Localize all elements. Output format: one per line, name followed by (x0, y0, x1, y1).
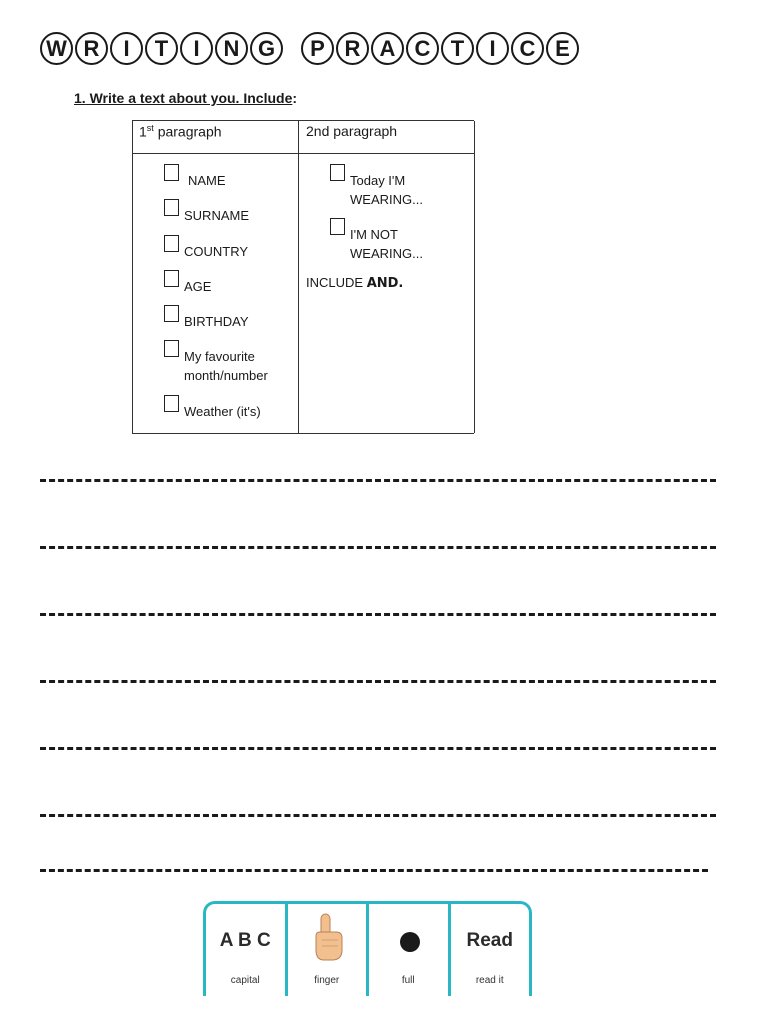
item-label: I'M NOT WEARING... (350, 227, 423, 261)
writing-line[interactable] (40, 814, 716, 817)
writing-line[interactable] (40, 747, 716, 750)
title-letter: T (145, 32, 178, 65)
writing-line[interactable] (40, 546, 716, 549)
title-letter: C (406, 32, 439, 65)
instruction-include: Include (243, 90, 293, 106)
title-letter: I (476, 32, 509, 65)
instruction (74, 90, 297, 106)
title-letter: I (110, 32, 143, 65)
title-letter: C (511, 32, 544, 65)
title-letter: R (336, 32, 369, 65)
item-label: Today I'M WEARING... (350, 173, 423, 207)
checkbox[interactable] (164, 395, 179, 412)
checklist-item-age[interactable] (164, 277, 211, 296)
checklist-item-name[interactable] (164, 171, 226, 190)
item-label: BIRTHDAY (184, 314, 249, 329)
read-word: Read (466, 930, 513, 951)
title-letter: G (250, 32, 283, 65)
title-letter: R (75, 32, 108, 65)
reminder-read (451, 904, 530, 996)
title-letter: E (546, 32, 579, 65)
checkbox[interactable] (164, 199, 179, 216)
instruction-colon: : (292, 90, 298, 106)
checklist-item-country[interactable] (164, 242, 248, 261)
worksheet-title (40, 32, 579, 65)
writing-line[interactable] (40, 479, 716, 482)
checklist-item-wearing[interactable] (330, 171, 423, 209)
title-letter: W (40, 32, 73, 65)
col1-header: 1st paragraph (139, 123, 222, 140)
item-label: My favourite month/number (184, 349, 268, 383)
instruction-text: Write a text about you. (89, 90, 240, 106)
title-letter: T (441, 32, 474, 65)
checklist-item-favourite[interactable] (164, 347, 268, 385)
include-note: INCLUDE AND. (306, 275, 404, 291)
checkbox[interactable] (330, 218, 345, 235)
title-letter: N (215, 32, 248, 65)
checkbox[interactable] (164, 305, 179, 322)
writing-line[interactable] (40, 680, 716, 683)
item-label: NAME (188, 173, 226, 188)
reminder-label: finger (314, 975, 340, 986)
checkbox[interactable] (164, 235, 179, 252)
item-label: Weather (it's) (184, 404, 261, 419)
checklist-item-birthday[interactable] (164, 312, 249, 331)
reminder-label: full (401, 975, 415, 986)
reminder-capital (206, 904, 288, 996)
title-letter: P (301, 32, 334, 65)
writing-line[interactable] (40, 869, 708, 872)
title-letter: A (371, 32, 404, 65)
instruction-number: 1. (74, 90, 86, 106)
finger-icon (310, 912, 346, 964)
checkbox[interactable] (164, 340, 179, 357)
full-stop-icon (400, 932, 420, 952)
title-letter: I (180, 32, 213, 65)
capital-letters: A B C (219, 930, 271, 951)
checkbox[interactable] (330, 164, 345, 181)
reminder-label: capital (230, 975, 260, 986)
item-label: AGE (184, 279, 212, 294)
writing-reminder-card (203, 901, 532, 996)
reminder-full (369, 904, 451, 996)
checklist-item-not-wearing[interactable] (330, 225, 423, 263)
col2-header: 2nd paragraph (306, 123, 398, 139)
checkbox[interactable] (164, 164, 179, 181)
item-label: SURNAME (184, 208, 250, 223)
checklist-item-surname[interactable] (164, 206, 249, 225)
item-label: COUNTRY (184, 244, 249, 259)
writing-line[interactable] (40, 613, 716, 616)
checklist-table (132, 120, 474, 434)
checkbox[interactable] (164, 270, 179, 287)
reminder-finger (288, 904, 370, 996)
reminder-label: read it (475, 975, 504, 986)
checklist-item-weather[interactable] (164, 402, 261, 421)
